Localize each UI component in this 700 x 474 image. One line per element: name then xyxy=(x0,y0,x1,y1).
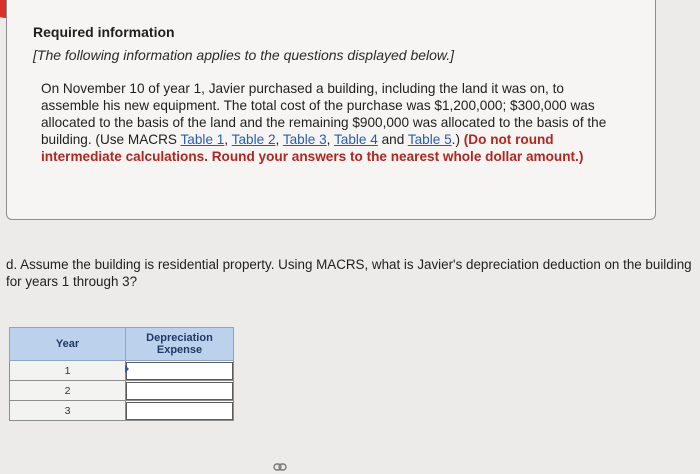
problem-statement xyxy=(41,80,621,165)
info-title: Required information xyxy=(33,24,175,40)
year-header: Year xyxy=(10,328,126,361)
depreciation-expense-header: Depreciation Expense xyxy=(126,328,234,361)
after-links-text: .) xyxy=(451,132,464,147)
depreciation-input-year-1[interactable] xyxy=(126,362,233,380)
link-table-4[interactable]: Table 4 xyxy=(333,132,378,147)
link-separator: , xyxy=(275,132,283,147)
link-table-3[interactable]: Table 3 xyxy=(282,132,327,147)
depreciation-cell xyxy=(126,361,234,381)
link-separator: , xyxy=(224,132,232,147)
year-cell: 3 xyxy=(10,401,126,421)
depreciation-cell xyxy=(126,401,234,421)
info-subtitle: [The following information applies to the questions displayed below.] xyxy=(33,47,455,63)
year-cell: 1 xyxy=(10,361,126,381)
link-separator-and: and xyxy=(377,132,408,147)
cell-marker-icon xyxy=(125,365,129,373)
link-icon[interactable] xyxy=(273,462,287,472)
depreciation-cell xyxy=(126,381,234,401)
depreciation-input-year-2[interactable] xyxy=(126,382,233,400)
depreciation-input-year-3[interactable] xyxy=(126,402,233,420)
year-cell: 2 xyxy=(10,381,126,401)
link-table-1[interactable]: Table 1 xyxy=(180,132,225,147)
link-separator: , xyxy=(326,132,334,147)
problem-body-text: On November 10 of year 1, Javier purchased a building, including the land it was on, to assemble his new equipment. The total cost of the purchase was $1,200,000; $300,000 was allocated to the basis of the land and the remaining $900,000 was allocated to the basis of the building. (Use MACRS xyxy=(41,81,607,147)
table-row xyxy=(10,361,234,381)
depreciation-table xyxy=(9,327,234,421)
link-table-2[interactable]: Table 2 xyxy=(231,132,276,147)
table-row xyxy=(10,401,234,421)
question-d: d. Assume the building is residential property. Using MACRS, what is Javier's depreciation deduction on the building for years 1 through 3? xyxy=(6,257,692,289)
rounding-instruction: (Do not round intermediate calculations. Round your answers to the nearest whole dollar amount.) xyxy=(41,132,584,164)
table-row xyxy=(10,381,234,401)
link-table-5[interactable]: Table 5 xyxy=(407,132,452,147)
